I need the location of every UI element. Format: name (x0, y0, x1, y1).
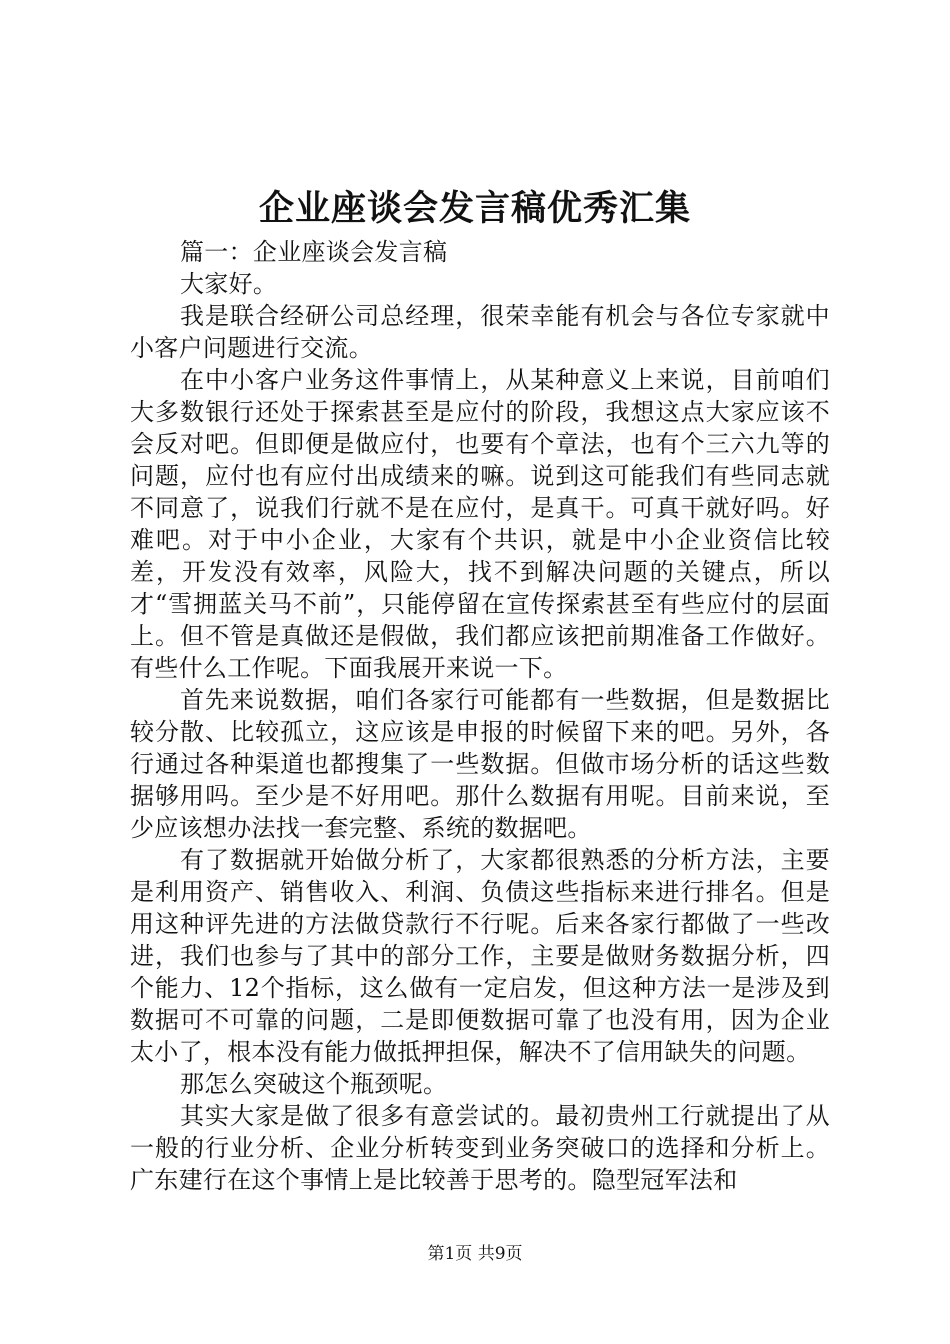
paragraph-introduction: 我是联合经研公司总经理，很荣幸能有机会与各位专家就中小客户问题进行交流。 (130, 302, 830, 362)
paragraph-greeting: 大家好。 (180, 270, 278, 298)
paragraph-attempts: 其实大家是做了很多有意尝试的。最初贵州工行就提出了从一般的行业分析、企业分析转变到业务突破口的选择和分析上。广东建行在这个事情上是比较善于思考的。隐型冠军法和 (130, 1102, 830, 1194)
paragraph-data: 首先来说数据，咱们各家行可能都有一些数据，但是数据比较分散、比较孤立，这应该是申报的时候留下来的吧。另外，各行通过各种渠道也都搜集了一些数据。但做市场分析的话这些数据够用吗。至少是不好用吧。那什么数据有用呢。目前来说，至少应该想办法找一套完整、系统的数据吧。 (130, 686, 830, 842)
document-body (130, 236, 830, 1196)
document-title: 企业座谈会发言稿优秀汇集 (258, 188, 691, 229)
paragraph-bottleneck-question: 那怎么突破这个瓶颈呢。 (180, 1070, 448, 1098)
page-number-footer: 第1页 共9页 (427, 1244, 523, 1264)
paragraph-current-situation: 在中小客户业务这件事情上，从某种意义上来说，目前咱们大多数银行还处于探索甚至是应付的阶段，我想这点大家应该不会反对吧。但即便是做应付，也要有个章法，也有个三六九等的问题，应付也有应付出成绩来的嘛。说到这可能我们有些同志就不同意了，说我们行就不是在应付，是真干。可真干就好吗。好难吧。对于中小企业，大家有个共识，就是中小企业资信比较差，开发没有效率，风险大，找不到解决问题的关键点，所以才“雪拥蓝关马不前”，只能停留在宣传探索甚至有些应付的层面上。但不管是真做还是假做，我们都应该把前期准备工作做好。有些什么工作呢。下面我展开来说一下。 (130, 366, 830, 682)
paragraph-analysis: 有了数据就开始做分析了，大家都很熟悉的分析方法，主要是利用资产、销售收入、利润、负债这些指标来进行排名。但是用这种评先进的方法做贷款行不行呢。后来各家行都做了一些改进，我们也参与了其中的部分工作，主要是做财务数据分析，四个能力、12个指标，这么做有一定启发，但这种方法一是涉及到数据可不可靠的问题，二是即便数据可靠了也没有用，因为企业太小了，根本没有能力做抵押担保，解决不了信用缺失的问题。 (130, 846, 830, 1066)
paragraph-section-heading: 篇一：企业座谈会发言稿 (180, 238, 448, 266)
